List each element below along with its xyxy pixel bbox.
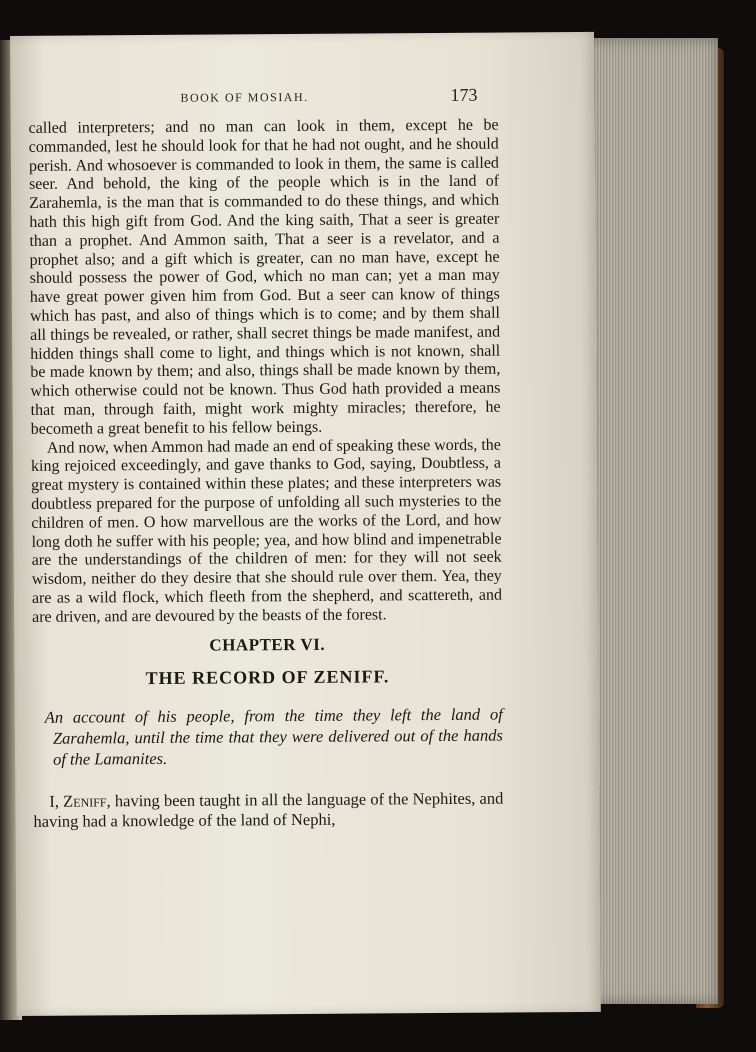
- page-header: [10, 84, 594, 112]
- page-number: 173: [450, 84, 478, 105]
- opening-rest: having been taught in all the language of the Nephites, and having had a knowledge of the land of Nephi,: [33, 788, 504, 831]
- text-block: [29, 117, 504, 832]
- opening-paragraph: [33, 789, 503, 832]
- chapter-heading: CHAPTER VI.: [209, 634, 326, 655]
- page-block-edges: [586, 38, 718, 1004]
- record-title: THE RECORD OF ZENIFF.: [145, 666, 390, 689]
- paragraph-2: And now, when Ammon had made an end of speaking these words, the king rejoiced exceedingly, and gave thanks to God, saying, Doubtless, a great mystery is contained within these plates; and these interpreters was doubtless prepared for the purpose of unfolding all such mysteries to the children of men. O how marvellous are the works of the Lord, and how long doth he suffer with his people; yea, and how blind and impenetrable are the understandings of the children of men: for they will not seek wisdom, neither do they desire that she should rule over them. Yea, they are as a wild flock, which fleeth from the shepherd, and scattereth, and are driven, and are devoured by the beasts of the forest.: [30, 436, 502, 626]
- opening-first-word: I, Zeniff,: [49, 791, 111, 811]
- paragraph-1: called interpreters; and no man can look in them, except he be commanded, lest he should look for that he had not ought, and he should perish. And whosoever is commanded to look in them, the same is called seer. And behold, the king of the people which is in the land of Zarahemla, is the man that is commanded to do these things, and which hath this high gift from God. And the king saith, That a seer is greater than a prophet. And Ammon saith, That a seer is a revelator, and a prophet also; and a gift which is greater, can no man have, except he should possess the power of God, which no man can; yet a man may have great power given him from God. But a seer can know of things which has past, and also of things which is to come; and by them shall all things be revealed, or rather, shall secret things be made manifest, and hidden things shall come to light, and things which is not known, shall be made known by them; and also, things shall be made known by them, which otherwise could not be known. Thus God hath provided a means that man, through faith, might work mighty miracles; therefore, he becometh a great benefit to his fellow beings.: [28, 116, 501, 438]
- book-page: [10, 32, 601, 1016]
- running-head: BOOK OF MOSIAH.: [180, 89, 309, 105]
- chapter-summary: An account of his people, from the time they left the land of Zarahemla, until the time that they were delivered out of the hands of the Lamanites.: [44, 704, 503, 769]
